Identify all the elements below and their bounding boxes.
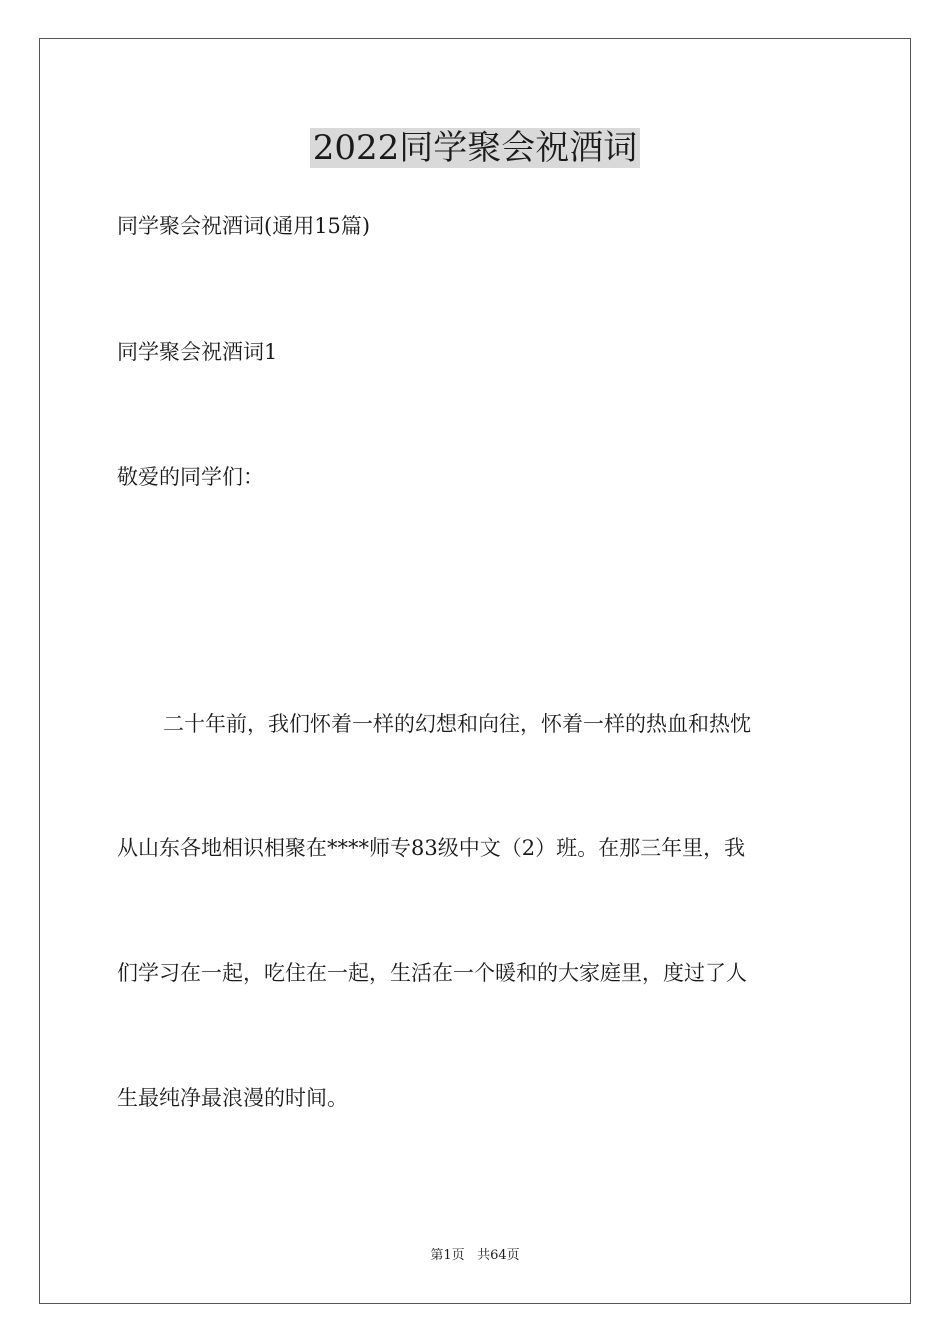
document-title	[0, 128, 950, 168]
salutation: 敬爱的同学们：	[117, 465, 264, 489]
page-footer	[0, 1247, 950, 1265]
page-number: 第1页	[430, 1248, 465, 1263]
paragraph-line-4: 生最纯净最浪漫的时间。	[117, 1086, 348, 1110]
page-total: 共64页	[477, 1248, 520, 1263]
paragraph-line-3: 们学习在一起，吃住在一起，生活在一个暖和的大家庭里，度过了人	[117, 961, 747, 985]
paragraph-line-2: 从山东各地相识相聚在****师专83级中文（2）班。在那三年里，我	[117, 836, 746, 860]
document-subtitle: 同学聚会祝酒词(通用15篇)	[117, 214, 371, 238]
section-heading: 同学聚会祝酒词1	[117, 340, 278, 364]
paragraph-line-1: 二十年前，我们怀着一样的幻想和向往，怀着一样的热血和热忱	[163, 712, 751, 736]
document-title-text: 2022同学聚会祝酒词	[310, 128, 641, 168]
